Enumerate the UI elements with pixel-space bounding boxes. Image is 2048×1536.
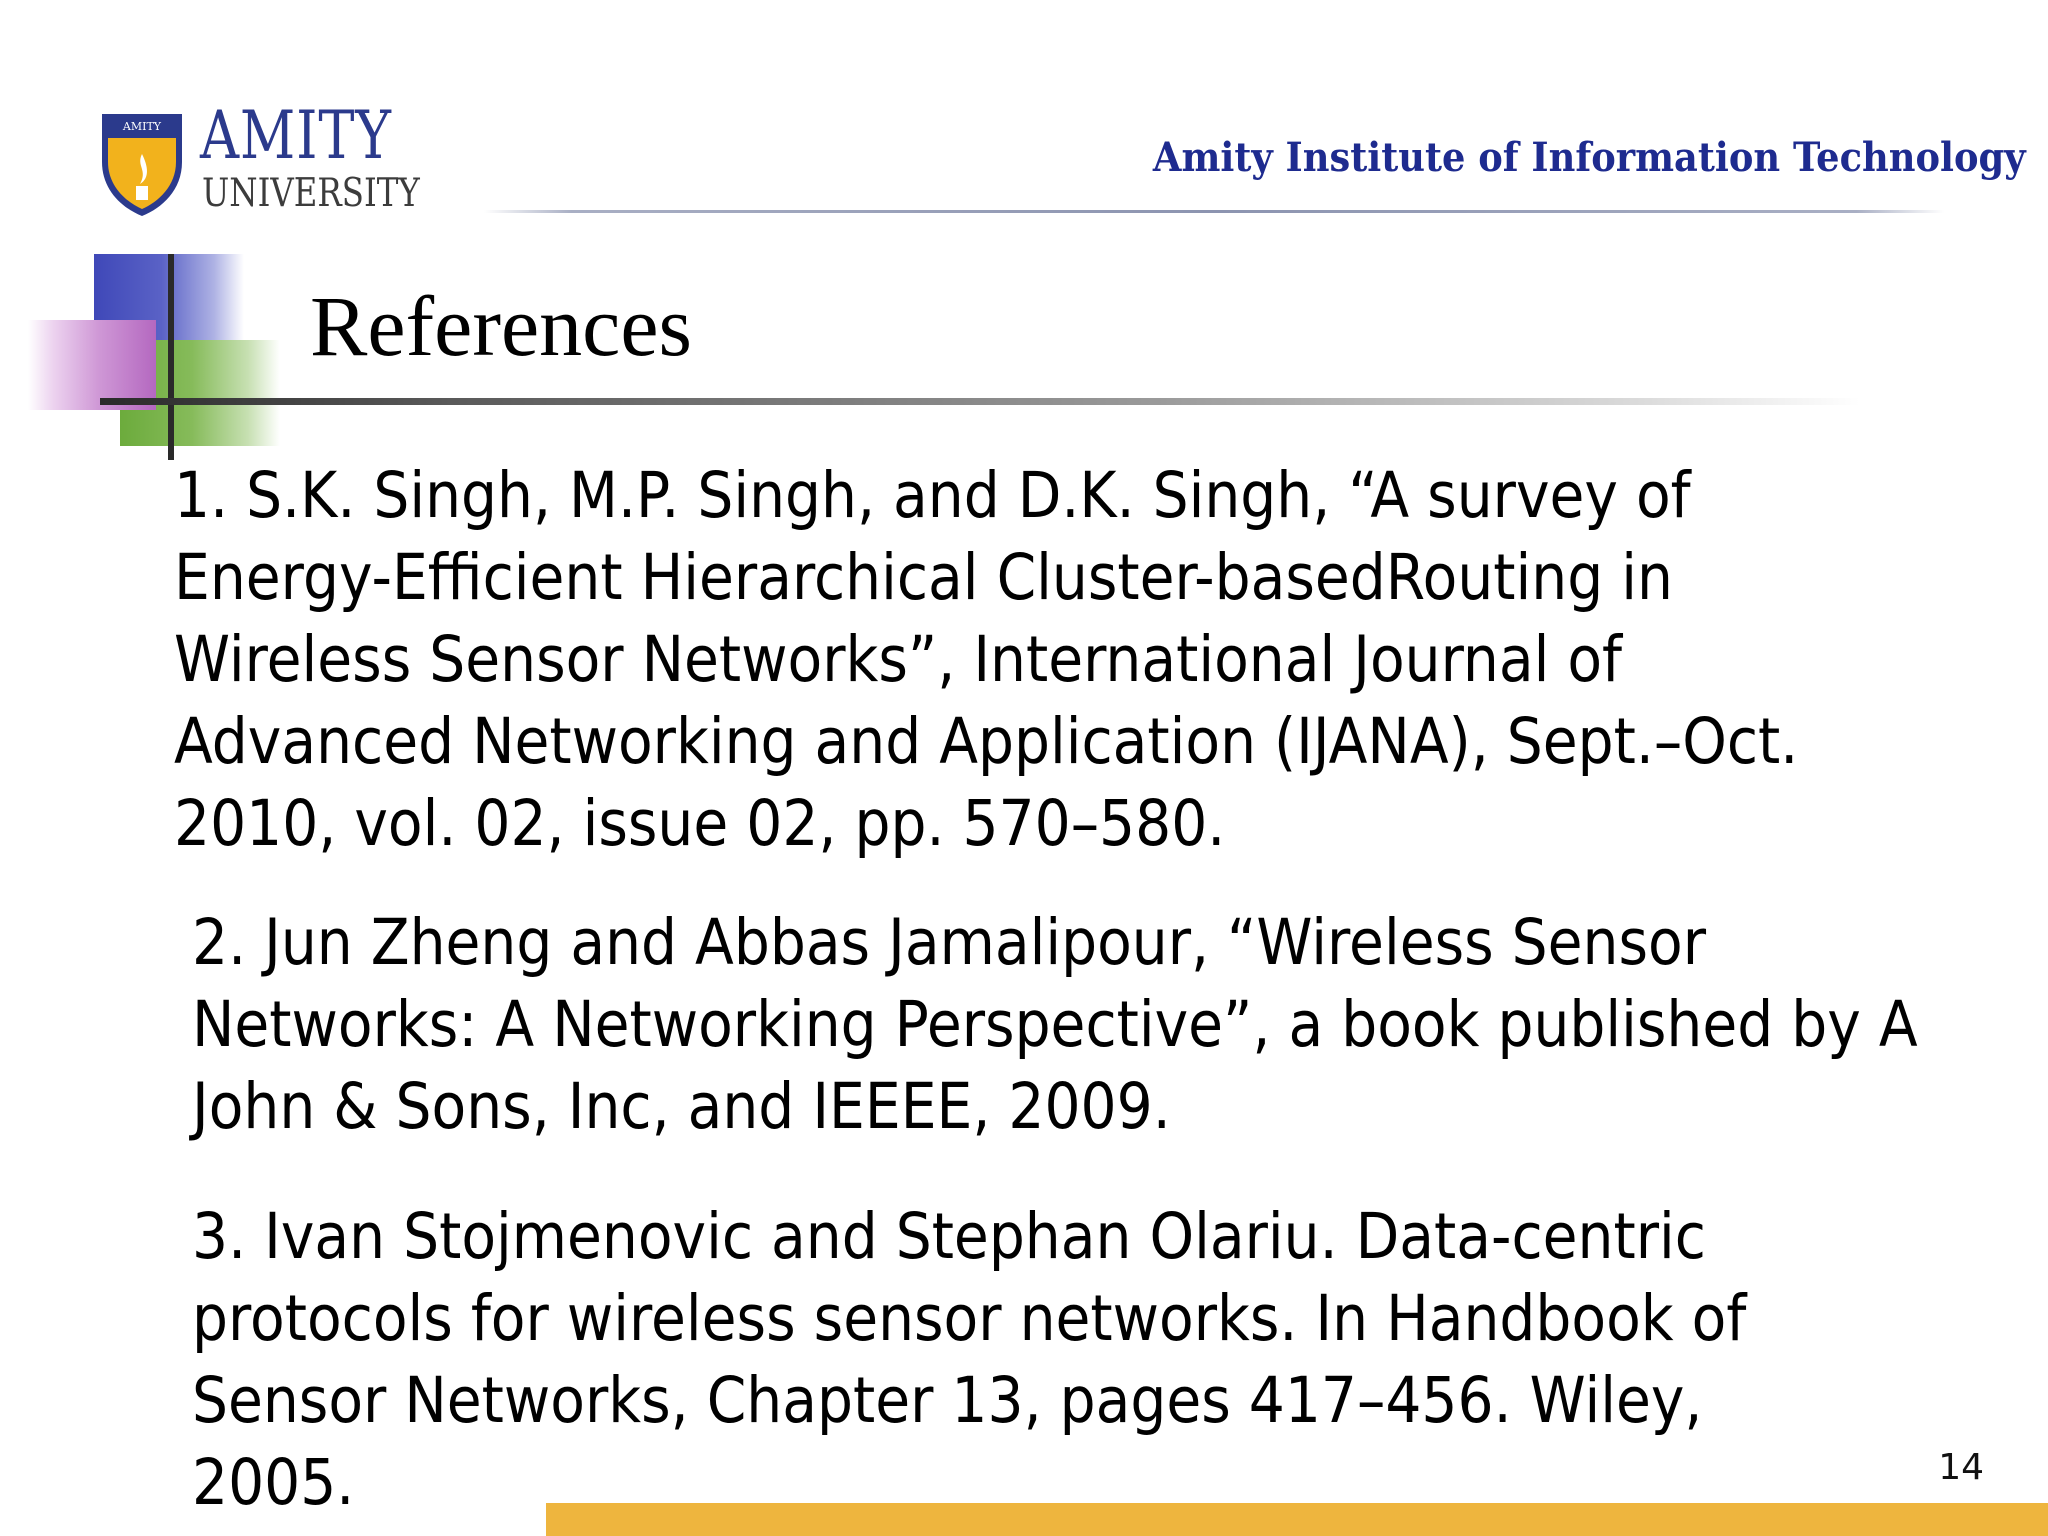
page-number: 14 (1938, 1447, 1984, 1488)
logo-subtitle: UNIVERSITY (202, 171, 420, 216)
title-decoration-pink (28, 320, 156, 410)
reference-item-1: 1. S.K. Singh, M.P. Singh, and D.K. Singh, “A survey of Energy-Efficient Hierarchical Cluster-basedRouting in Wireless Sensor Networks”, International Journal of Advanced Networking and Application (IJANA), Sept.–Oct. 2010, vol. 02, issue 02, pp. 570–580. (174, 459, 1799, 860)
title-underline (100, 398, 1860, 405)
header-divider (484, 210, 1944, 213)
shield-icon (96, 108, 188, 220)
shield-text: AMITY (122, 120, 162, 133)
title-decoration-vertical-line (168, 254, 174, 460)
reference-item-2: 2. Jun Zheng and Abbas Jamalipour, “Wireless Sensor Networks: A Networking Perspective”, a book published by A John & Sons, Inc, and IEEEE, 2009. (192, 906, 1918, 1143)
institute-name: Amity Institute of Information Technology (1153, 134, 2026, 181)
logo-name: AMITY (200, 97, 392, 174)
footer-bar (546, 1503, 2048, 1536)
slide-title: References (310, 278, 692, 374)
reference-item-3: 3. Ivan Stojmenovic and Stephan Olariu. Data-centric protocols for wireless sensor networks. In Handbook of Sensor Networks, Chapter 13, pages 417–456. Wiley, 2005. (192, 1200, 1747, 1519)
amity-logo (96, 97, 446, 222)
